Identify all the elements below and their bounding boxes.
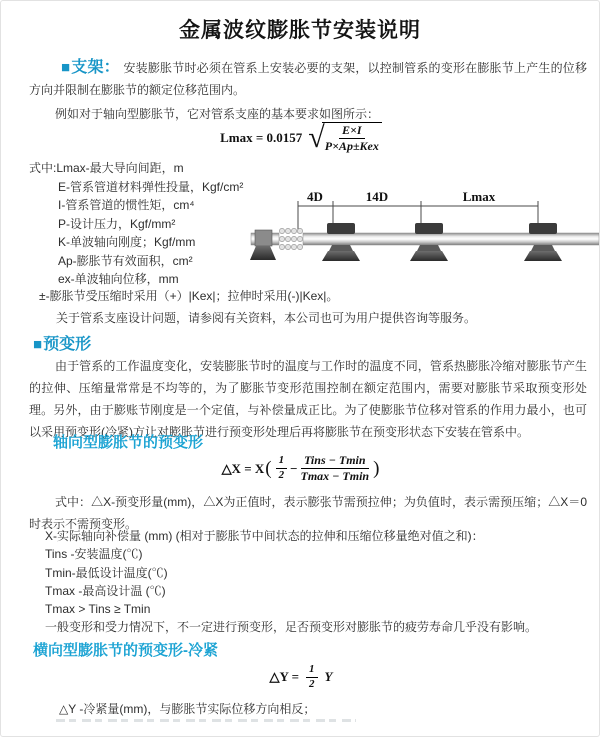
close-paren: ) bbox=[373, 457, 380, 479]
support-example-line: 例如对于轴向型膨胀节，它对管系支座的基本要求如图所示： bbox=[55, 107, 380, 121]
axial-subheading: 轴向型膨胀节的预变形 bbox=[53, 434, 204, 451]
axial-definition-line: Tmax -最高设计温 (℃) bbox=[45, 583, 166, 598]
lmax-formula-lhs: Lmax = 0.0157 bbox=[220, 130, 303, 145]
definition-line: Ap-膨胀节有效面积，cm² bbox=[58, 253, 193, 268]
lmax-fraction-numerator: E×I bbox=[339, 123, 365, 139]
temp-numerator: Tins − Tmin bbox=[301, 453, 369, 469]
pipe-support-diagram bbox=[249, 187, 600, 289]
axial-formula bbox=[1, 453, 600, 484]
lateral-formula bbox=[1, 663, 600, 692]
lmax-fraction-denominator: P×Ap±Kex bbox=[324, 139, 379, 153]
definition-list bbox=[29, 159, 243, 289]
radical-sign: √ bbox=[308, 121, 325, 154]
minus-sign: − bbox=[290, 460, 298, 476]
axial-definition-line: Tmin-最低设计温度(℃) bbox=[45, 565, 168, 580]
lmax-formula-fraction bbox=[322, 122, 382, 154]
axial-definition-list bbox=[45, 527, 537, 637]
support-section-heading bbox=[61, 59, 120, 76]
page-title: 金属波纹膨胀节安装说明 bbox=[179, 19, 421, 42]
lateral-formula-lhs: △Y = bbox=[269, 669, 300, 685]
lateral-formula-rhs: Y bbox=[324, 669, 333, 685]
axial-explain-paragraph: 式中：△X-预变形量(mm)，△X为正值时，表示膨张节需预拉伸；为负值时，表示需预压缩；△X＝0时表示不需预变形。 bbox=[29, 495, 587, 531]
dim-label-4d: 4D bbox=[307, 189, 323, 204]
consulting-note: 关于管系支座设计问题，请参阅有关资料，本公司也可为用户提供咨询等服务。 bbox=[56, 311, 477, 325]
lmax-formula bbox=[1, 122, 600, 154]
open-paren: ( bbox=[265, 457, 272, 479]
definition-line: P-设计压力，Kgf/mm² bbox=[58, 216, 176, 231]
half-fraction bbox=[303, 663, 321, 692]
predeform-paragraph: 由于管系的工作温度变化，安装膨胀节时的温度与工作时的温度不同，管系热膨胀冷缩对膨胀节产生的拉伸、压缩量常常是不均等的，为了膨胀节变形范围控制在额定范围内，需要对膨胀节采取预变形处理。另外，由于膨账节刚度是一个定值，与补偿量成正比。为了使膨胀节位移对管系的作用力最小，也可以采用预变形(冷紧)方让对膨胀节进行预变形处理后再将膨胀节在预变形状态下安装在管系中。 bbox=[29, 359, 587, 439]
definition-line: I-管系管道的惯性矩，cm⁴ bbox=[58, 198, 195, 212]
section-square-icon: ■ bbox=[33, 336, 43, 353]
half-denominator: 2 bbox=[278, 469, 285, 481]
support-heading-label: 支架： bbox=[71, 59, 120, 76]
half-numerator: 1 bbox=[276, 454, 288, 469]
support-intro-text: 安装膨胀节时必须在管系上安装必要的支架，以控制管系的变形在膨胀节上产生的位移方向并限制在膨胀节的额定位移范围内。 bbox=[29, 61, 587, 97]
definition-line: K-单波轴向刚度；Kgf/mm bbox=[58, 235, 196, 249]
predeform-heading-label: 预变形 bbox=[43, 336, 92, 353]
sign-convention-note: ±-膨胀节受压缩时采用（+）|Kex|；拉伸时采用(-)|Kex|。 bbox=[39, 289, 339, 303]
half-numerator: 1 bbox=[306, 663, 318, 678]
lateral-subheading: 横向型膨胀节的预变形-冷紧 bbox=[33, 642, 218, 659]
lateral-definition-line: △Y -冷紧量(mm)，与膨胀节实际位移方向相反； bbox=[59, 702, 316, 716]
temp-denominator: Tmax − Tmin bbox=[300, 469, 370, 483]
definition-line: 式中:Lmax-最大导向间距，m bbox=[29, 161, 184, 175]
axial-note-line: 一般变形和受力情况下，不一定进行预变形，足否预变形对膨胀节的疲劳寿命几乎没有影响。 bbox=[45, 620, 538, 635]
cutoff-text-line bbox=[56, 719, 356, 722]
half-fraction bbox=[273, 454, 291, 483]
predeform-section-heading bbox=[33, 331, 91, 354]
axial-definition-line: Tmax > Tins ≥ Tmin bbox=[45, 602, 151, 617]
axial-definition-line: Tins -安装温度(℃) bbox=[45, 547, 143, 562]
bellows bbox=[279, 228, 302, 249]
half-denominator: 2 bbox=[309, 677, 315, 690]
dim-label-lmax: Lmax bbox=[462, 189, 496, 204]
pipe bbox=[251, 233, 599, 245]
axial-definition-line: X-实际轴向补偿量 (mm) (相对于膨胀节中间状态的拉伸和压缩位移量绝对值之和)： bbox=[45, 529, 484, 543]
axial-formula-lhs: △X = X bbox=[221, 460, 265, 476]
dim-label-14d: 14D bbox=[365, 189, 389, 204]
section-square-icon: ■ bbox=[61, 59, 71, 76]
temperature-fraction bbox=[298, 453, 373, 484]
support-intro-paragraph bbox=[29, 57, 587, 101]
definition-line: E-管系管道材料弹性投量，Kgf/cm² bbox=[58, 179, 244, 194]
definition-line: ex-单波轴向位移，mm bbox=[58, 272, 179, 286]
